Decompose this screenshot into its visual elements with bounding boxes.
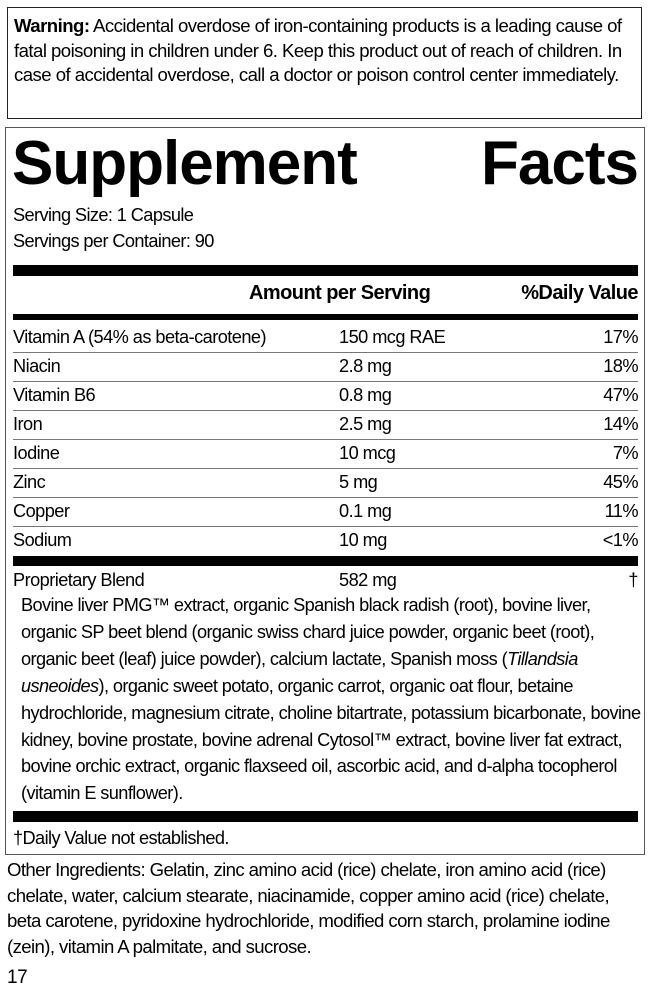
nutrient-row xyxy=(13,468,638,498)
nutrient-name: Iodine xyxy=(13,443,60,463)
nutrient-name: Niacin xyxy=(13,356,61,376)
nutrient-amount: 2.5 mg xyxy=(339,414,392,434)
daily-value-footnote: †Daily Value not established. xyxy=(13,828,229,848)
panel-title xyxy=(12,130,638,198)
nutrient-dv: 45% xyxy=(603,472,638,492)
nutrient-amount: 0.1 mg xyxy=(339,501,392,521)
nutrient-row xyxy=(13,497,638,527)
nutrient-amount: 5 mg xyxy=(339,472,378,492)
thick-rule-bottom xyxy=(13,811,638,822)
blend-ingredients-text: ), organic sweet potato, organic carrot, organic oat flour, betaine hydrochloride, magnesium citrate, choline bitartrate, potassium bicarbonate, bovine kidney, bovine prostate, bovine adrenal Cytosol™ extract, bovine liver fat extract, bovine orchic extract, organic flaxseed oil, ascorbic acid, and d-alpha tocopherol (vitamin E sunflower). xyxy=(21,675,641,804)
nutrient-row xyxy=(13,410,638,440)
serving-size: Serving Size: 1 Capsule xyxy=(13,205,194,225)
supplement-facts-panel xyxy=(5,127,645,855)
header-amount-per-serving: Amount per Serving xyxy=(249,282,431,304)
blend-ingredients-species: Tillandsia usneoides xyxy=(21,648,578,696)
nutrient-name: Zinc xyxy=(13,472,46,492)
nutrient-amount: 150 mcg RAE xyxy=(339,327,446,347)
header-daily-value: %Daily Value xyxy=(521,282,638,304)
nutrient-row xyxy=(13,381,638,411)
thick-rule-blend xyxy=(13,556,638,566)
nutrient-name: Sodium xyxy=(13,530,72,550)
title-word-supplement: Supplement xyxy=(12,129,357,198)
nutrient-row xyxy=(13,323,638,353)
nutrient-name: Iron xyxy=(13,414,43,434)
nutrient-amount: 0.8 mg xyxy=(339,385,392,405)
blend-dv: † xyxy=(628,570,638,590)
nutrient-dv: 18% xyxy=(603,356,638,376)
nutrient-row xyxy=(13,439,638,469)
blend-ingredients xyxy=(21,592,641,807)
warning-label: Warning: xyxy=(14,15,90,36)
nutrient-name: Copper xyxy=(13,501,70,521)
blend-row xyxy=(13,566,638,595)
nutrient-amount: 10 mcg xyxy=(339,443,396,463)
nutrient-dv: 47% xyxy=(603,385,638,405)
warning-text: Accidental overdose of iron-containing products is a leading cause of fatal poisoning in children under 6. Keep this product out of reach of children. In case of accidental overdose, call a doctor or poison control center immediately. xyxy=(14,15,622,85)
nutrient-name: Vitamin B6 xyxy=(13,385,96,405)
nutrient-dv: 11% xyxy=(604,501,638,521)
blend-amount: 582 mg xyxy=(339,570,397,590)
nutrient-dv: 17% xyxy=(603,327,638,347)
other-ingredients: Other Ingredients: Gelatin, zinc amino acid (rice) chelate, iron amino acid (rice) chelate, water, calcium stearate, niacinamide, copper amino acid (rice) chelate, beta carotene, pyridoxine hydrochloride, modified corn starch, prolamine iodine (zein), vitamin A palmitate, and sucrose. xyxy=(7,859,610,957)
nutrient-amount: 10 mg xyxy=(339,530,387,550)
nutrient-name: Vitamin A (54% as beta-carotene) xyxy=(13,327,267,347)
medium-rule xyxy=(13,314,638,320)
column-header xyxy=(13,278,638,308)
nutrient-amount: 2.8 mg xyxy=(339,356,392,376)
nutrient-row xyxy=(13,352,638,382)
blend-ingredients-text: Bovine liver PMG™ extract, organic Spanish black radish (root), bovine liver, organic SP beet blend (organic swiss chard juice powder, organic beet (root), organic beet (leaf) juice powder), calcium lactate, Spanish moss ( xyxy=(21,595,595,669)
nutrient-dv: 7% xyxy=(612,443,638,463)
warning-box xyxy=(7,7,642,119)
thick-rule-top xyxy=(13,265,638,276)
nutrient-row xyxy=(13,526,638,555)
title-word-facts: Facts xyxy=(481,129,638,198)
nutrient-dv: <1% xyxy=(602,530,638,550)
servings-per-container: Servings per Container: 90 xyxy=(13,231,214,251)
nutrient-dv: 14% xyxy=(603,414,638,434)
blend-name: Proprietary Blend xyxy=(13,570,145,590)
page-number: 17 xyxy=(7,967,28,988)
